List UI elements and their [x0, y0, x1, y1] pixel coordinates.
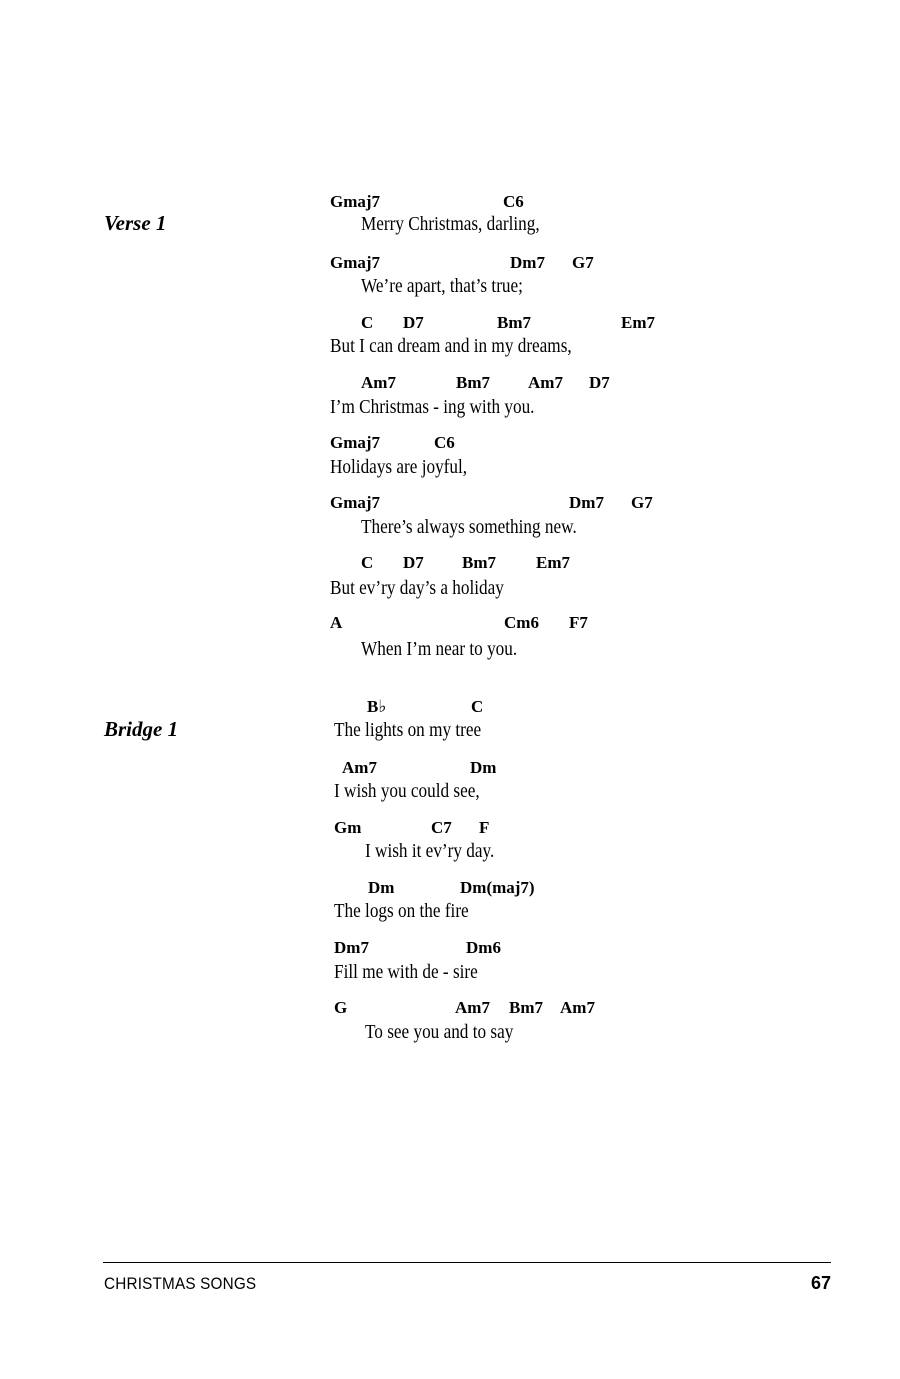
chord: Gmaj7	[330, 493, 381, 512]
chord: C	[361, 553, 374, 572]
lyric-line: When I’m near to you.	[361, 638, 518, 660]
lyric-line: Holidays are joyful,	[330, 456, 468, 478]
chord: B♭	[367, 697, 387, 716]
chord: Cm6	[504, 613, 539, 632]
lyric-line: Merry Christmas, darling,	[361, 213, 540, 235]
chord: C	[471, 697, 484, 716]
section-label-bridge-1: Bridge 1	[104, 717, 179, 741]
footer-book-title: CHRISTMAS SONGS	[104, 1274, 257, 1293]
chord: D7	[403, 313, 424, 332]
lyric-line: I wish it ev’ry day.	[365, 840, 495, 862]
chord: Bm7	[497, 313, 531, 332]
lyric-line: There’s always something new.	[361, 516, 577, 538]
chord: Gmaj7	[330, 433, 381, 452]
chord: Am7	[342, 758, 377, 777]
section-label-verse-1: Verse 1	[104, 211, 167, 235]
chord: C7	[431, 818, 452, 837]
chord: Em7	[536, 553, 570, 572]
chord: Am7	[528, 373, 563, 392]
chord: Gmaj7	[330, 253, 381, 272]
lyric-line: To see you and to say	[365, 1021, 514, 1043]
chord: Gmaj7	[330, 192, 381, 211]
chord: Bm7	[462, 553, 496, 572]
lyric-line: The lights on my tree	[334, 719, 482, 741]
chord: Dm7	[334, 938, 369, 957]
lyric-line: I’m Christmas - ing with you.	[330, 396, 535, 418]
lyric-line: Fill me with de - sire	[334, 961, 478, 983]
chord: D7	[589, 373, 610, 392]
chord: F7	[569, 613, 588, 632]
lyric-line: But I can dream and in my dreams,	[330, 335, 572, 357]
chord: A	[330, 613, 343, 632]
chord: C6	[434, 433, 455, 452]
chord: Em7	[621, 313, 655, 332]
chord: Am7	[560, 998, 595, 1017]
chord: C6	[503, 192, 524, 211]
chord: G7	[631, 493, 653, 512]
chord: Dm	[470, 758, 497, 777]
chord: G7	[572, 253, 594, 272]
chord: C	[361, 313, 374, 332]
lyric-line: But ev’ry day’s a holiday	[330, 577, 504, 599]
chord: Dm(maj7)	[460, 878, 535, 897]
chord: Dm	[368, 878, 395, 897]
chord: G	[334, 998, 348, 1017]
chord: F	[479, 818, 490, 837]
lyric-line: I wish you could see,	[334, 780, 480, 802]
chord: Dm7	[569, 493, 604, 512]
chord: Dm6	[466, 938, 501, 957]
chord: Bm7	[509, 998, 543, 1017]
lyric-line: The logs on the fire	[334, 900, 469, 922]
footer-rule	[103, 1262, 831, 1263]
chord: Dm7	[510, 253, 545, 272]
chord: Gm	[334, 818, 362, 837]
page-number: 67	[810, 1273, 831, 1293]
chord: D7	[403, 553, 424, 572]
chord: Am7	[361, 373, 396, 392]
lyric-line: We’re apart, that’s true;	[361, 275, 523, 297]
chord: Am7	[455, 998, 490, 1017]
chord: Bm7	[456, 373, 490, 392]
